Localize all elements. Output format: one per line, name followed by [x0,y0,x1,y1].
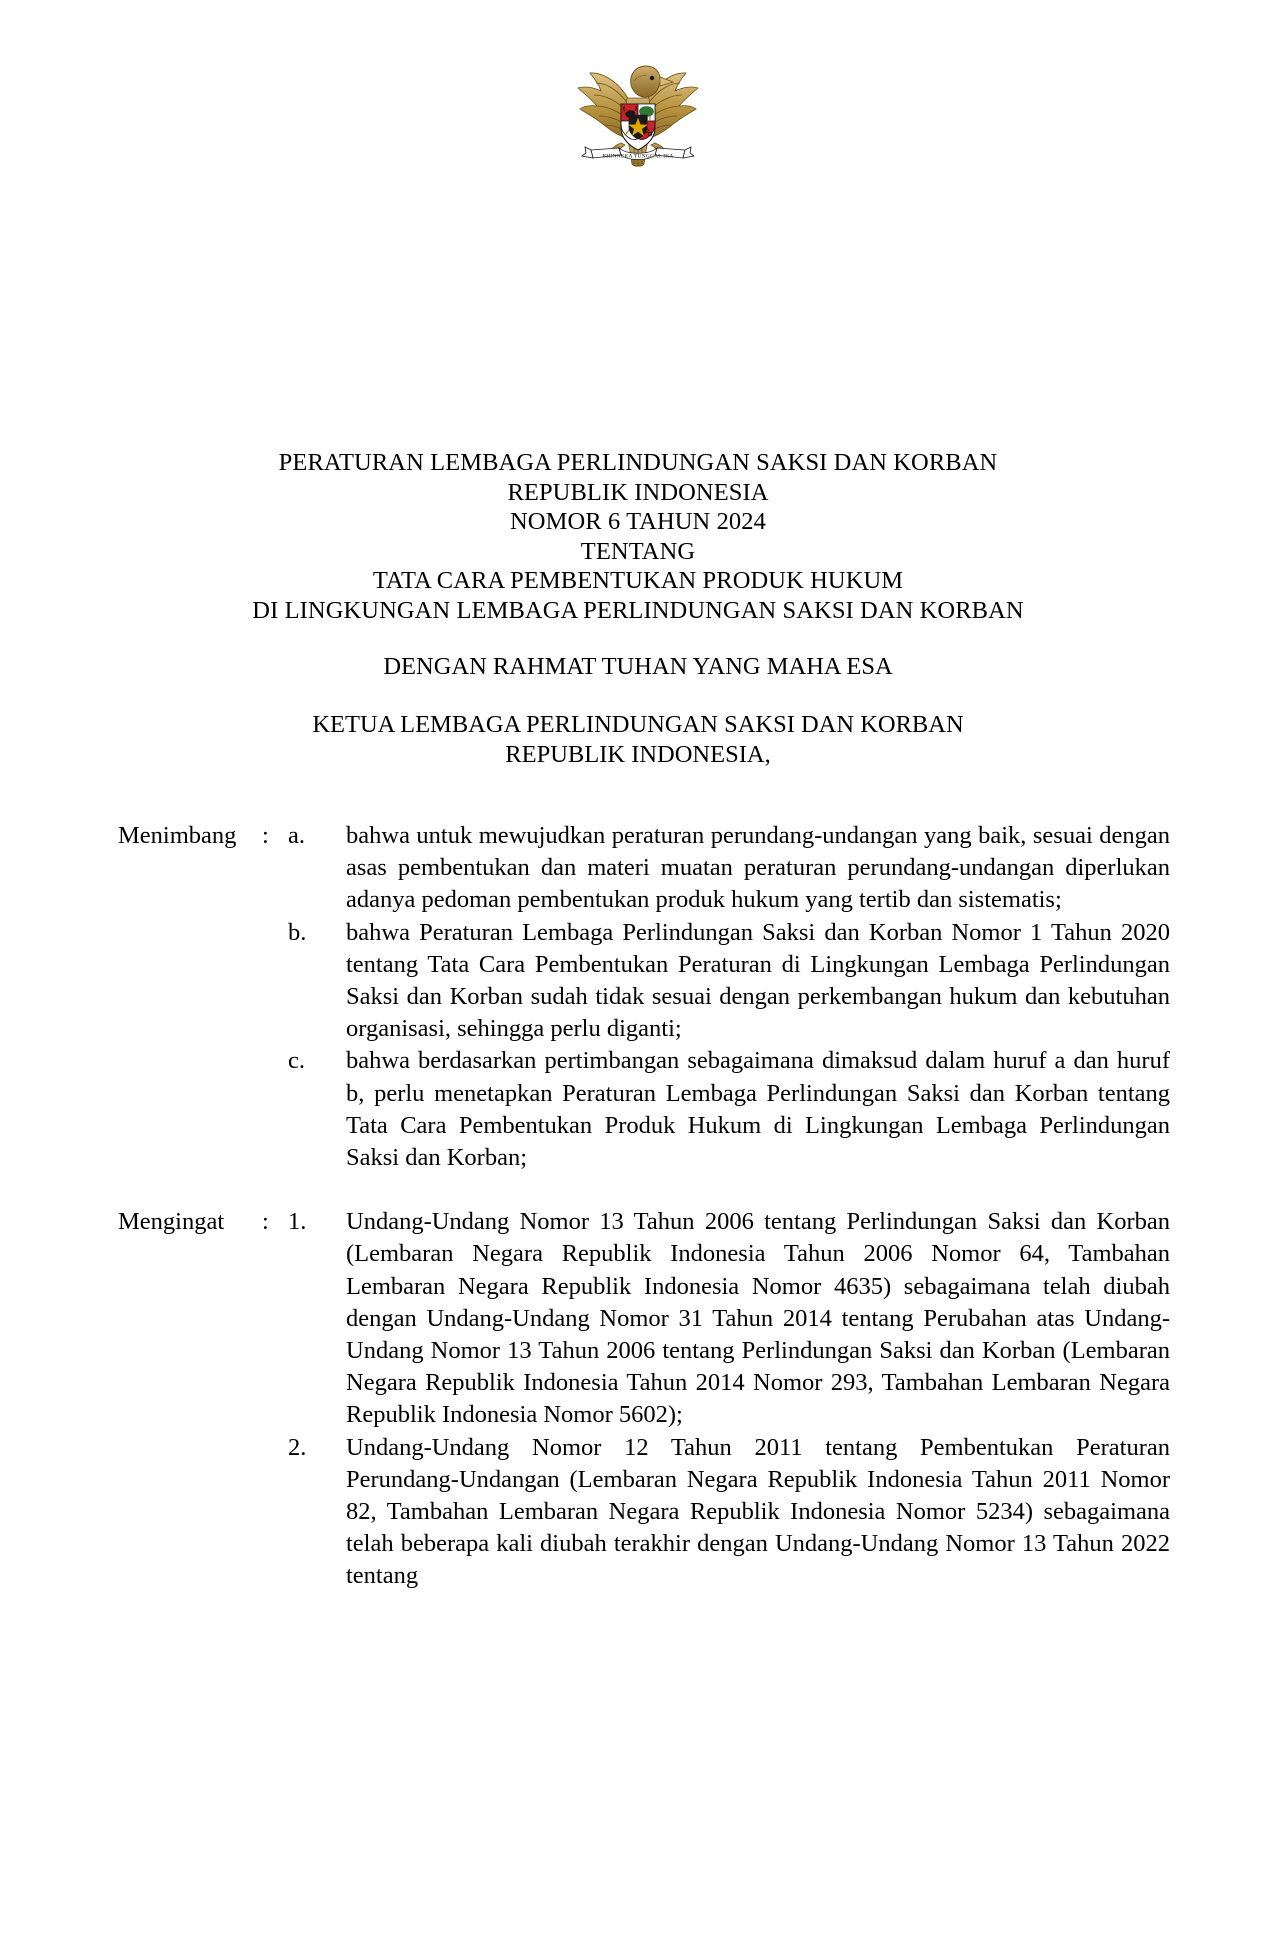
clause-paragraph: bahwa untuk mewujudkan peraturan perundang-undangan yang baik, sesuai dengan asas pembentukan dan materi muatan peraturan perundang-undangan diperlukan adanya pedoman pembentukan produk hukum yang tertib dan sistematis; [346,822,1170,914]
clause-row [0,820,1276,917]
title-line-5-subject: TATA CARA PEMBENTUKAN PRODUK HUKUM [372,567,904,594]
authority-line-1: KETUA LEMBAGA PERLINDUNGAN SAKSI DAN KORBAN [312,711,964,738]
preamble-blessing: DENGAN RAHMAT TUHAN YANG MAHA ESA [383,653,893,680]
clause-paragraph: bahwa berdasarkan pertimbangan sebagaimana dimaksud dalam huruf a dan huruf b, perlu menetapkan Peraturan Lembaga Perlindungan Saksi dan Korban tentang Tata Cara Pembentukan Produk Hukum di Lingkungan Lembaga Perlindungan Saksi dan Korban; [346,1047,1170,1172]
clause-row [0,1045,1276,1174]
clause-row [0,1432,1276,1593]
title-line-3-number: NOMOR 6 TAHUN 2024 [510,508,766,535]
clause-row [0,917,1276,1046]
emblem-container [0,52,1276,170]
menimbang-colon: : [262,822,269,849]
clause-paragraph: Undang-Undang Nomor 13 Tahun 2006 tentang Perlindungan Saksi dan Korban (Lembaran Negara Republik Indonesia Tahun 2006 Nomor 64, Tambahan Lembaran Negara Republik Indonesia Nomor 4635) sebagaimana telah diubah dengan Undang-Undang Nomor 31 Tahun 2014 tentang Perubahan atas Undang-Undang Nomor 13 Tahun 2006 tentang Perlindungan Saksi dan Korban (Lembaran Negara Republik Indonesia Tahun 2014 Nomor 293, Tambahan Lembaran Negara Republik Indonesia Nomor 5602); [346,1208,1170,1429]
mengingat-text-1 [346,1206,1276,1431]
menimbang-marker-b: b. [288,918,307,946]
authority-line-2: REPUBLIK INDONESIA, [505,740,771,768]
clause-paragraph: Undang-Undang Nomor 12 Tahun 2011 tentang Pembentukan Peraturan Perundang-Undangan (Lembaran Negara Republik Indonesia Tahun 2011 Nomor 82, Tambahan Lembaran Negara Republik Indonesia Nomor 5234) sebagaimana telah beberapa kali diubah terakhir dengan Undang-Undang Nomor 13 Tahun 2022 tentang [346,1433,1170,1590]
mengingat-label: Mengingat [118,1208,225,1236]
mengingat-text-2 [346,1432,1276,1593]
mengingat-colon: : [262,1208,269,1236]
menimbang-label: Menimbang [118,822,237,849]
clause-paragraph: bahwa Peraturan Lembaga Perlindungan Saksi dan Korban Nomor 1 Tahun 2020 tentang Tata Cara Pembentukan Peraturan di Lingkungan Lembaga Perlindungan Saksi dan Korban sudah tidak sesuai dengan perkembangan hukum dan kebutuhan organisasi, sehingga perlu diganti; [346,918,1170,1043]
menimbang-marker-c: c. [288,1047,305,1075]
clause-row [0,1206,1276,1431]
preamble-authority [0,710,1276,769]
section-menimbang [0,820,1276,1174]
title-line-1: PERATURAN LEMBAGA PERLINDUNGAN SAKSI DAN KORBAN [278,449,998,476]
menimbang-text-b [346,917,1276,1046]
mengingat-marker-2: 2. [288,1433,307,1461]
garuda-pancasila-emblem [573,52,703,170]
menimbang-marker-a: a. [288,822,305,849]
document-title-block [0,448,1276,625]
section-mengingat [0,1206,1276,1592]
svg-text:BHINNEKA TUNGGAL IKA: BHINNEKA TUNGGAL IKA [602,153,674,160]
title-line-2: REPUBLIK INDONESIA [507,478,769,506]
clauses-container [0,820,1276,1593]
title-line-4-tentang: TENTANG [580,537,696,565]
menimbang-text-c [346,1045,1276,1174]
mengingat-marker-1: 1. [288,1208,307,1236]
menimbang-text-a [346,820,1276,917]
title-line-6-scope: DI LINGKUNGAN LEMBAGA PERLINDUNGAN SAKSI DAN KORBAN [252,596,1024,624]
